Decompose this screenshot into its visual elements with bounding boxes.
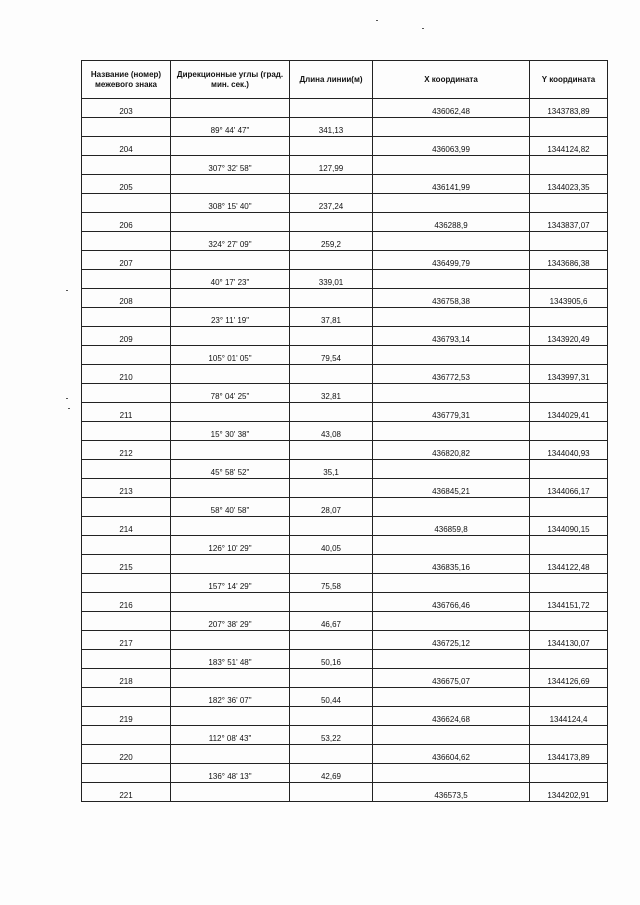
point-row <box>82 213 608 232</box>
marker-name-cell: 204 <box>82 137 171 156</box>
x-coordinate-cell-empty <box>373 346 530 365</box>
point-row <box>82 479 608 498</box>
marker-name-cell: 205 <box>82 175 171 194</box>
y-coordinate-cell: 1344202,91 <box>530 783 608 802</box>
segment-row <box>82 460 608 479</box>
length-cell-empty <box>290 783 373 802</box>
direction-angle-cell: 15° 30' 38" <box>171 422 290 441</box>
y-coordinate-cell-empty <box>530 194 608 213</box>
length-cell-empty <box>290 555 373 574</box>
y-coordinate-cell: 1344090,15 <box>530 517 608 536</box>
point-row <box>82 251 608 270</box>
line-length-cell: 28,07 <box>290 498 373 517</box>
marker-name-cell: 212 <box>82 441 171 460</box>
y-coordinate-cell-empty <box>530 384 608 403</box>
marker-name-cell: 215 <box>82 555 171 574</box>
scan-speck <box>68 408 70 409</box>
y-coordinate-cell: 1343837,07 <box>530 213 608 232</box>
x-coordinate-cell-empty <box>373 194 530 213</box>
point-row <box>82 441 608 460</box>
line-length-cell: 75,58 <box>290 574 373 593</box>
x-coordinate-cell: 436793,14 <box>373 327 530 346</box>
angle-cell-empty <box>171 707 290 726</box>
y-coordinate-cell-empty <box>530 422 608 441</box>
marker-name-cell: 219 <box>82 707 171 726</box>
angle-cell-empty <box>171 669 290 688</box>
direction-angle-cell: 23° 11' 19" <box>171 308 290 327</box>
length-cell-empty <box>290 669 373 688</box>
direction-angle-cell: 307° 32' 58" <box>171 156 290 175</box>
direction-angle-cell: 136° 48' 13" <box>171 764 290 783</box>
segment-row <box>82 156 608 175</box>
y-coordinate-cell-empty <box>530 460 608 479</box>
line-length-cell: 43,08 <box>290 422 373 441</box>
segment-row <box>82 308 608 327</box>
marker-name-cell-empty <box>82 194 171 213</box>
line-length-cell: 37,81 <box>290 308 373 327</box>
length-cell-empty <box>290 745 373 764</box>
point-row <box>82 783 608 802</box>
x-coordinate-cell: 436288,9 <box>373 213 530 232</box>
y-coordinate-cell: 1343783,89 <box>530 99 608 118</box>
x-coordinate-cell: 436675,07 <box>373 669 530 688</box>
marker-name-cell-empty <box>82 118 171 137</box>
line-length-cell: 40,05 <box>290 536 373 555</box>
x-coordinate-cell: 436859,8 <box>373 517 530 536</box>
marker-name-cell-empty <box>82 232 171 251</box>
angle-cell-empty <box>171 327 290 346</box>
angle-cell-empty <box>171 175 290 194</box>
y-coordinate-cell: 1343686,38 <box>530 251 608 270</box>
marker-name-cell: 221 <box>82 783 171 802</box>
scan-speck <box>66 398 68 399</box>
point-row <box>82 403 608 422</box>
y-coordinate-cell-empty <box>530 650 608 669</box>
marker-name-cell-empty <box>82 688 171 707</box>
point-row <box>82 365 608 384</box>
line-length-cell: 50,16 <box>290 650 373 669</box>
x-coordinate-cell: 436604,62 <box>373 745 530 764</box>
x-coordinate-cell: 436766,46 <box>373 593 530 612</box>
x-coordinate-cell-empty <box>373 650 530 669</box>
segment-row <box>82 574 608 593</box>
table-body <box>82 99 608 802</box>
segment-row <box>82 422 608 441</box>
point-row <box>82 327 608 346</box>
length-cell-empty <box>290 593 373 612</box>
y-coordinate-cell-empty <box>530 726 608 745</box>
marker-name-cell: 203 <box>82 99 171 118</box>
marker-name-cell-empty <box>82 536 171 555</box>
angle-cell-empty <box>171 517 290 536</box>
angle-cell-empty <box>171 137 290 156</box>
marker-name-cell: 210 <box>82 365 171 384</box>
y-coordinate-cell: 1344040,93 <box>530 441 608 460</box>
header-marker-name: Название (номер) межевого знака <box>82 61 171 99</box>
y-coordinate-cell: 1344066,17 <box>530 479 608 498</box>
segment-row <box>82 118 608 137</box>
point-row <box>82 289 608 308</box>
angle-cell-empty <box>171 289 290 308</box>
direction-angle-cell: 40° 17' 23" <box>171 270 290 289</box>
y-coordinate-cell-empty <box>530 498 608 517</box>
marker-name-cell: 216 <box>82 593 171 612</box>
y-coordinate-cell: 1344124,82 <box>530 137 608 156</box>
x-coordinate-cell-empty <box>373 498 530 517</box>
point-row <box>82 707 608 726</box>
line-length-cell: 53,22 <box>290 726 373 745</box>
point-row <box>82 669 608 688</box>
segment-row <box>82 764 608 783</box>
line-length-cell: 259,2 <box>290 232 373 251</box>
y-coordinate-cell-empty <box>530 574 608 593</box>
point-row <box>82 631 608 650</box>
x-coordinate-cell-empty <box>373 536 530 555</box>
line-length-cell: 237,24 <box>290 194 373 213</box>
marker-name-cell-empty <box>82 498 171 517</box>
x-coordinate-cell: 436624,68 <box>373 707 530 726</box>
y-coordinate-cell-empty <box>530 118 608 137</box>
marker-name-cell: 208 <box>82 289 171 308</box>
direction-angle-cell: 126° 10' 29" <box>171 536 290 555</box>
scan-speck <box>66 290 68 291</box>
segment-row <box>82 536 608 555</box>
angle-cell-empty <box>171 251 290 270</box>
segment-row <box>82 346 608 365</box>
y-coordinate-cell: 1344124,4 <box>530 707 608 726</box>
marker-name-cell-empty <box>82 612 171 631</box>
line-length-cell: 46,67 <box>290 612 373 631</box>
marker-name-cell-empty <box>82 726 171 745</box>
x-coordinate-cell: 436758,38 <box>373 289 530 308</box>
length-cell-empty <box>290 707 373 726</box>
segment-row <box>82 612 608 631</box>
x-coordinate-cell-empty <box>373 384 530 403</box>
angle-cell-empty <box>171 593 290 612</box>
point-row <box>82 99 608 118</box>
marker-name-cell-empty <box>82 308 171 327</box>
header-x-coordinate: X координата <box>373 61 530 99</box>
marker-name-cell-empty <box>82 270 171 289</box>
y-coordinate-cell: 1343920,49 <box>530 327 608 346</box>
direction-angle-cell: 207° 38' 29" <box>171 612 290 631</box>
y-coordinate-cell: 1344023,35 <box>530 175 608 194</box>
scan-speck <box>422 28 424 29</box>
point-row <box>82 137 608 156</box>
segment-row <box>82 270 608 289</box>
y-coordinate-cell: 1344126,69 <box>530 669 608 688</box>
length-cell-empty <box>290 441 373 460</box>
line-length-cell: 79,54 <box>290 346 373 365</box>
direction-angle-cell: 78° 04' 25" <box>171 384 290 403</box>
x-coordinate-cell-empty <box>373 232 530 251</box>
length-cell-empty <box>290 517 373 536</box>
marker-name-cell: 211 <box>82 403 171 422</box>
header-line-length: Длина линии(м) <box>290 61 373 99</box>
point-row <box>82 593 608 612</box>
x-coordinate-cell: 436779,31 <box>373 403 530 422</box>
x-coordinate-cell-empty <box>373 156 530 175</box>
segment-row <box>82 688 608 707</box>
angle-cell-empty <box>171 745 290 764</box>
length-cell-empty <box>290 631 373 650</box>
marker-name-cell-empty <box>82 764 171 783</box>
x-coordinate-cell: 436772,53 <box>373 365 530 384</box>
line-length-cell: 42,69 <box>290 764 373 783</box>
marker-name-cell-empty <box>82 156 171 175</box>
y-coordinate-cell-empty <box>530 612 608 631</box>
line-length-cell: 50,44 <box>290 688 373 707</box>
line-length-cell: 341,13 <box>290 118 373 137</box>
marker-name-cell: 206 <box>82 213 171 232</box>
angle-cell-empty <box>171 213 290 232</box>
angle-cell-empty <box>171 365 290 384</box>
length-cell-empty <box>290 175 373 194</box>
y-coordinate-cell: 1344151,72 <box>530 593 608 612</box>
y-coordinate-cell-empty <box>530 232 608 251</box>
length-cell-empty <box>290 327 373 346</box>
length-cell-empty <box>290 137 373 156</box>
x-coordinate-cell: 436499,79 <box>373 251 530 270</box>
length-cell-empty <box>290 213 373 232</box>
x-coordinate-cell-empty <box>373 688 530 707</box>
point-row <box>82 555 608 574</box>
segment-row <box>82 384 608 403</box>
marker-name-cell: 218 <box>82 669 171 688</box>
y-coordinate-cell-empty <box>530 688 608 707</box>
header-direction-angle: Дирекционные углы (град. мин. сек.) <box>171 61 290 99</box>
x-coordinate-cell-empty <box>373 764 530 783</box>
x-coordinate-cell: 436845,21 <box>373 479 530 498</box>
y-coordinate-cell-empty <box>530 270 608 289</box>
line-length-cell: 32,81 <box>290 384 373 403</box>
x-coordinate-cell-empty <box>373 574 530 593</box>
y-coordinate-cell: 1344130,07 <box>530 631 608 650</box>
point-row <box>82 175 608 194</box>
length-cell-empty <box>290 99 373 118</box>
line-length-cell: 35,1 <box>290 460 373 479</box>
marker-name-cell: 213 <box>82 479 171 498</box>
direction-angle-cell: 308° 15' 40" <box>171 194 290 213</box>
x-coordinate-cell: 436141,99 <box>373 175 530 194</box>
x-coordinate-cell-empty <box>373 612 530 631</box>
table-header-row <box>82 61 608 99</box>
x-coordinate-cell-empty <box>373 460 530 479</box>
y-coordinate-cell-empty <box>530 308 608 327</box>
marker-name-cell-empty <box>82 422 171 441</box>
marker-name-cell-empty <box>82 460 171 479</box>
y-coordinate-cell: 1344173,89 <box>530 745 608 764</box>
angle-cell-empty <box>171 99 290 118</box>
x-coordinate-cell: 436063,99 <box>373 137 530 156</box>
angle-cell-empty <box>171 783 290 802</box>
x-coordinate-cell-empty <box>373 422 530 441</box>
segment-row <box>82 726 608 745</box>
direction-angle-cell: 324° 27' 09" <box>171 232 290 251</box>
marker-name-cell-empty <box>82 574 171 593</box>
y-coordinate-cell: 1344029,41 <box>530 403 608 422</box>
segment-row <box>82 650 608 669</box>
y-coordinate-cell: 1343997,31 <box>530 365 608 384</box>
length-cell-empty <box>290 251 373 270</box>
x-coordinate-cell-empty <box>373 726 530 745</box>
line-length-cell: 339,01 <box>290 270 373 289</box>
direction-angle-cell: 182° 36' 07" <box>171 688 290 707</box>
y-coordinate-cell: 1343905,6 <box>530 289 608 308</box>
direction-angle-cell: 112° 08' 43" <box>171 726 290 745</box>
direction-angle-cell: 45° 58' 52" <box>171 460 290 479</box>
angle-cell-empty <box>171 479 290 498</box>
y-coordinate-cell-empty <box>530 536 608 555</box>
marker-name-cell: 217 <box>82 631 171 650</box>
length-cell-empty <box>290 365 373 384</box>
y-coordinate-cell-empty <box>530 346 608 365</box>
y-coordinate-cell-empty <box>530 156 608 175</box>
segment-row <box>82 194 608 213</box>
direction-angle-cell: 183° 51' 48" <box>171 650 290 669</box>
direction-angle-cell: 89° 44' 47" <box>171 118 290 137</box>
marker-name-cell-empty <box>82 384 171 403</box>
marker-name-cell: 209 <box>82 327 171 346</box>
x-coordinate-cell: 436820,82 <box>373 441 530 460</box>
direction-angle-cell: 58° 40' 58" <box>171 498 290 517</box>
marker-name-cell: 207 <box>82 251 171 270</box>
angle-cell-empty <box>171 441 290 460</box>
y-coordinate-cell: 1344122,48 <box>530 555 608 574</box>
marker-name-cell: 214 <box>82 517 171 536</box>
segment-row <box>82 498 608 517</box>
x-coordinate-cell-empty <box>373 118 530 137</box>
direction-angle-cell: 157° 14' 29" <box>171 574 290 593</box>
header-y-coordinate: Y координата <box>530 61 608 99</box>
marker-name-cell-empty <box>82 650 171 669</box>
y-coordinate-cell-empty <box>530 764 608 783</box>
point-row <box>82 517 608 536</box>
coordinates-table <box>81 60 608 802</box>
segment-row <box>82 232 608 251</box>
x-coordinate-cell: 436835,16 <box>373 555 530 574</box>
x-coordinate-cell: 436725,12 <box>373 631 530 650</box>
point-row <box>82 745 608 764</box>
scan-speck <box>376 20 378 21</box>
marker-name-cell: 220 <box>82 745 171 764</box>
direction-angle-cell: 105° 01' 05" <box>171 346 290 365</box>
length-cell-empty <box>290 479 373 498</box>
x-coordinate-cell: 436062,48 <box>373 99 530 118</box>
x-coordinate-cell: 436573,5 <box>373 783 530 802</box>
angle-cell-empty <box>171 555 290 574</box>
angle-cell-empty <box>171 403 290 422</box>
angle-cell-empty <box>171 631 290 650</box>
length-cell-empty <box>290 403 373 422</box>
line-length-cell: 127,99 <box>290 156 373 175</box>
x-coordinate-cell-empty <box>373 270 530 289</box>
length-cell-empty <box>290 289 373 308</box>
x-coordinate-cell-empty <box>373 308 530 327</box>
marker-name-cell-empty <box>82 346 171 365</box>
